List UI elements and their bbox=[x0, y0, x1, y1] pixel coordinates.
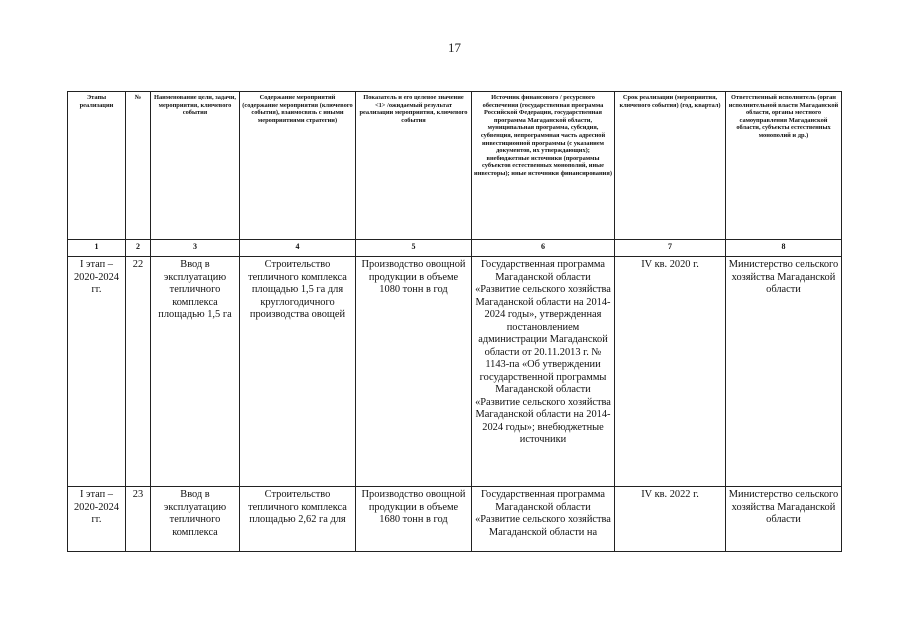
column-number: 5 bbox=[356, 240, 472, 257]
cell-term-text: IV кв. 2022 г. bbox=[641, 489, 699, 500]
cell-stage: I этап – 2020-2024 гг. bbox=[68, 257, 126, 487]
column-number: 7 bbox=[615, 240, 726, 257]
cell-indicator: Производство овощной продукции в объеме 1080 тонн в год bbox=[356, 257, 472, 487]
column-number: 4 bbox=[240, 240, 356, 257]
cell-name-text: Ввод в эксплуатацию тепличного комплекса bbox=[163, 489, 227, 538]
table-row bbox=[68, 257, 842, 487]
cell-content-text: Строительство тепличного комплекса площадью 2,62 га для bbox=[248, 489, 347, 525]
strategy-table bbox=[67, 91, 842, 552]
cell-stage bbox=[68, 487, 126, 552]
page-number: 17 bbox=[448, 40, 461, 55]
column-number: 3 bbox=[151, 240, 240, 257]
cell-source: Государственная программа Магаданской области «Развитие сельского хозяйства Магаданской области на 2014-2024 годы», утвержденная постановлением администрации Магаданской области от 20.11.2013 г. № 1143-па «Об утверждении государственной программы Магаданской области «Развитие сельского хозяйства Магаданской области на 2014-2024 годы»; внебюджетные источники bbox=[472, 257, 615, 487]
header-source: Источник финансового / ресурсного обеспечения (государственная программа Российской Федерации, государственная программа Магаданской области, муниципальная программа, субсидия, субвенция, непрограммная часть адресной инвестиционной программы (с указанием документов, их утверждающих); внебюджетные источники (программы субъектов естественных монополий, иные инвесторы); иные источники финансирования) bbox=[472, 92, 615, 240]
header-indicator: Показатель и его целевое значение <1> /ожидаемый результат реализации мероприятия, ключевого события bbox=[356, 92, 472, 240]
cell-stage-text: I этап – 2020-2024 гг. bbox=[73, 489, 120, 525]
cell-name bbox=[151, 487, 240, 552]
header-name: Наименование цели, задачи, мероприятия, ключевого события bbox=[151, 92, 240, 240]
cell-executor: Министерство сельского хозяйства Магаданской области bbox=[726, 257, 842, 487]
header-content: Содержание мероприятий (содержание мероприятия (ключевого события), взаимосвязь с иными мероприятиями стратегии) bbox=[240, 92, 356, 240]
header-term: Срок реализации (мероприятия, ключевого события) (год, квартал) bbox=[615, 92, 726, 240]
cell-source bbox=[472, 487, 615, 552]
column-number: 8 bbox=[726, 240, 842, 257]
cell-executor bbox=[726, 487, 842, 552]
cell-name: Ввод в эксплуатацию тепличного комплекса площадью 1,5 га bbox=[151, 257, 240, 487]
cell-source-text: Государственная программа Магаданской области «Развитие сельского хозяйства Магаданской области на bbox=[475, 489, 611, 538]
header-executor: Ответственный исполнитель (орган исполнительной власти Магаданской области, органы местного самоуправления Магаданской области, субъекты естественных монополий и др.) bbox=[726, 92, 842, 240]
column-number: 6 bbox=[472, 240, 615, 257]
cell-term: IV кв. 2020 г. bbox=[615, 257, 726, 487]
cell-content bbox=[240, 487, 356, 552]
header-row bbox=[68, 92, 842, 240]
header-number: № bbox=[126, 92, 151, 240]
cell-indicator-text: Производство овощной продукции в объеме 1680 тонн в год bbox=[361, 489, 466, 525]
cell-indicator bbox=[356, 487, 472, 552]
column-number: 1 bbox=[68, 240, 126, 257]
header-stage: Этапы реализации bbox=[68, 92, 126, 240]
table-row bbox=[68, 487, 842, 552]
cell-content: Строительство тепличного комплекса площадью 1,5 га для круглогодичного производства овощей bbox=[240, 257, 356, 487]
column-number-row bbox=[68, 240, 842, 257]
cell-number bbox=[126, 487, 151, 552]
cell-executor-text: Министерство сельского хозяйства Магаданской области bbox=[728, 489, 839, 525]
cell-number-text: 23 bbox=[132, 489, 144, 500]
cell-number: 22 bbox=[126, 257, 151, 487]
column-number: 2 bbox=[126, 240, 151, 257]
cell-term bbox=[615, 487, 726, 552]
